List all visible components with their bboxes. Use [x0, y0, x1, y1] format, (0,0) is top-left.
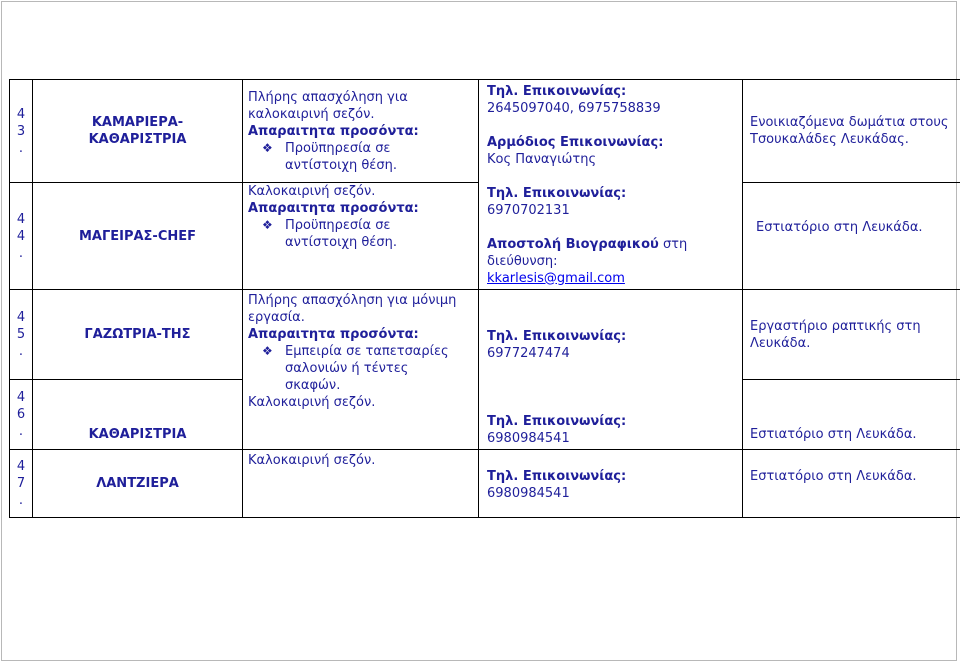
employment-type: Πλήρης απασχόληση για μόνιμη: [248, 293, 457, 308]
contact-cell: [479, 80, 743, 290]
location-cell: [743, 290, 960, 380]
row-number-cell: [10, 450, 33, 518]
season-text: Καλοκαιρινή σεζόν.: [248, 395, 376, 410]
location-text: Τσουκαλάδες Λευκάδας.: [750, 132, 909, 147]
phone-value: 6980984541: [487, 486, 570, 501]
location-text: Ενοικιαζόμενα δωμάτια στους: [750, 115, 949, 130]
cv-submit-text: στη: [658, 236, 688, 252]
job-listings-table: [9, 79, 960, 518]
phone-label: Τηλ. Επικοινωνίας:: [487, 469, 627, 484]
requirements-cell: [243, 290, 479, 450]
phone-value: 6970702131: [487, 202, 570, 218]
row-number-cell: [10, 290, 33, 380]
employment-type: Πλήρης απασχόληση για: [248, 89, 408, 105]
requirement-item: ❖ Προϋπηρεσία σε αντίστοιχη θέση.: [262, 218, 397, 250]
job-title-cell: [33, 290, 243, 380]
location-cell: [743, 183, 960, 290]
requirements-cell: [243, 183, 479, 290]
diamond-bullet-icon: ❖: [262, 218, 273, 232]
location-cell: [743, 380, 960, 450]
cv-submit-label: Αποστολή Βιογραφικού: [487, 236, 659, 252]
address-label: διεύθυνση:: [487, 253, 558, 269]
job-title-cell: [33, 450, 243, 518]
row-number: 4 6 .: [16, 390, 26, 439]
job-title-cell: [33, 80, 243, 183]
row-number-cell: [10, 380, 33, 450]
table-row: [10, 450, 960, 518]
job-title-cell: [33, 183, 243, 290]
phone-label: Τηλ. Επικοινωνίας:: [487, 185, 627, 201]
table-row: [10, 290, 960, 380]
season-text: Καλοκαιρινή σεζόν.: [248, 453, 376, 468]
diamond-bullet-icon: ❖: [262, 140, 273, 155]
job-title: ΛΑΝΤΖΙΕΡΑ: [96, 476, 179, 491]
row-number: 4 3 .: [16, 106, 26, 156]
requirements-label: Απαραιτητα προσόντα:: [248, 123, 419, 139]
row-number-cell: [10, 183, 33, 290]
row-number: 4 4 .: [16, 211, 26, 261]
job-title-cell: [33, 380, 243, 450]
phone-value: 2645097040, 6975758839: [487, 100, 661, 116]
location-text: Εργαστήριο ραπτικής στη: [750, 318, 921, 334]
phone-label: Τηλ. Επικοινωνίας:: [487, 329, 627, 344]
contact-cell: [479, 290, 743, 450]
location-text: Εστιατόριο στη Λευκάδα.: [750, 427, 917, 442]
job-title: ΚΑΘΑΡΙΣΤΡΙΑ: [88, 427, 187, 442]
phone-label: Τηλ. Επικοινωνίας:: [487, 83, 627, 99]
requirements-label: Απαραιτητα προσόντα:: [248, 327, 419, 342]
location-cell: [743, 450, 960, 518]
requirement-item: ❖ Προϋπηρεσία σε αντίστοιχη θέση.: [262, 140, 397, 173]
contact-cell: [479, 450, 743, 518]
phone-value: 6977247474: [487, 346, 570, 361]
job-title: ΓΑΖΩΤΡΙΑ-ΤΗΣ: [84, 327, 191, 342]
employment-type: Καλοκαιρινή σεζόν.: [248, 184, 376, 199]
job-title: ΜΑΓΕΙΡΑΣ-CHEF: [78, 228, 197, 244]
employment-type: καλοκαιρινή σεζόν.: [248, 106, 375, 122]
contact-person-value: Κος Παναγιώτης: [487, 151, 597, 167]
requirements-cell: [243, 80, 479, 183]
email-link[interactable]: kkarlesis@gmail.com: [487, 270, 625, 286]
requirements-label: Απαραιτητα προσόντα:: [248, 201, 419, 216]
table-row: [10, 80, 960, 183]
requirement-item: ❖ Εμπειρία σε ταπετσαρίες σαλονιών ή τέντες σκαφών.: [262, 344, 449, 393]
contact-person-label: Αρμόδιος Επικοινωνίας:: [487, 134, 664, 150]
row-number-cell: [10, 80, 33, 183]
phone-value: 6980984541: [487, 431, 570, 446]
row-number: 4 7 .: [16, 459, 26, 508]
employment-type: εργασία.: [248, 310, 305, 325]
phone-label: Τηλ. Επικοινωνίας:: [487, 414, 627, 429]
location-text: Εστιατόριο στη Λευκάδα.: [756, 220, 923, 235]
location-text: Εστιατόριο στη Λευκάδα.: [750, 469, 917, 484]
diamond-bullet-icon: ❖: [262, 344, 273, 358]
location-text: Λευκάδα.: [750, 335, 811, 351]
location-cell: [743, 80, 960, 183]
requirements-cell: [243, 450, 479, 518]
row-number: 4 5 .: [16, 310, 26, 359]
job-title: ΚΑΜΑΡΙΕΡΑ- ΚΑΘΑΡΙΣΤΡΙΑ: [88, 115, 187, 147]
